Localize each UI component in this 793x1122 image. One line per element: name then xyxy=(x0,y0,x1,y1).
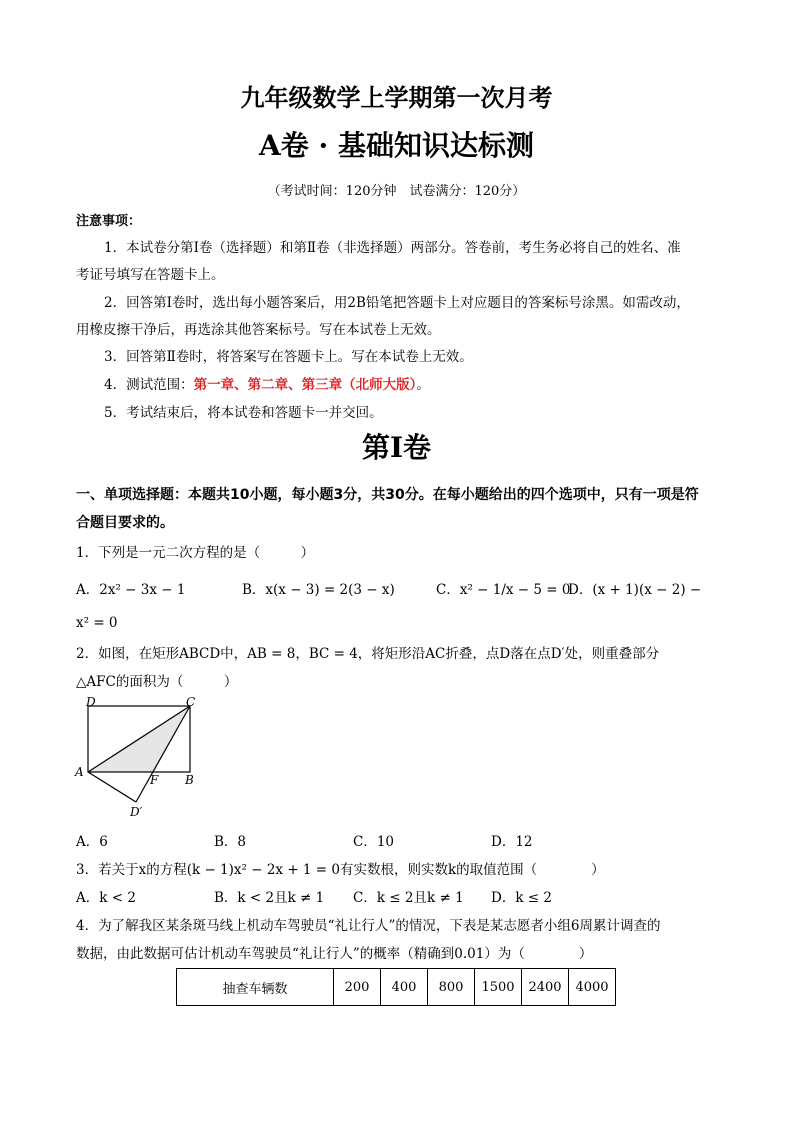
q1-option-b: B．x(x − 3) = 2(3 − x) xyxy=(242,582,395,598)
q2-option-c: C．10 xyxy=(353,834,395,850)
table-cell: 2400 xyxy=(522,969,569,1006)
q4-stem-b: 数据，由此数据可估计机动车驾驶员“礼让行人”的概率（精确到0.01）为（ ） xyxy=(76,946,593,962)
q2-option-b: B．8 xyxy=(214,834,247,850)
label-a: A xyxy=(75,765,84,779)
label-d: D xyxy=(86,696,96,709)
exam-title: 九年级数学上学期第一次月考 xyxy=(240,83,553,112)
table-cell: 4000 xyxy=(569,969,616,1006)
note-item-2a: 2．回答第Ⅰ卷时，选出每小题答案后，用2B铅笔把答题卡上对应题目的答案标号涂黑。如需改动， xyxy=(104,295,690,311)
note-item-1a: 1．本试卷分第Ⅰ卷（选择题）和第Ⅱ卷（非选择题）两部分。答卷前，考生务必将自己的姓名、准 xyxy=(104,240,681,256)
table-row xyxy=(177,969,616,1006)
q2-stem-b: △AFC的面积为（ ） xyxy=(76,674,238,690)
notes-heading: 注意事项： xyxy=(76,214,142,229)
q3-option-a: A．k < 2 xyxy=(76,890,136,906)
q1-option-c: C．x² − 1/x − 5 = 0 xyxy=(436,582,571,598)
q4-data-table xyxy=(176,968,616,1006)
note-item-4-scope: 第一章、第二章、第三章（北师大版） xyxy=(193,377,417,393)
q1-stem: 1．下列是一元二次方程的是（ ） xyxy=(76,545,315,561)
q2-option-d: D．12 xyxy=(491,834,533,850)
note-item-2b: 用橡皮擦干净后，再选涂其他答案标号。写在本试卷上无效。 xyxy=(76,322,441,338)
part1-heading-b: 合题目要求的。 xyxy=(76,515,174,531)
q1-option-d-cont: x² = 0 xyxy=(76,615,118,631)
q3-stem: 3．若关于x的方程(k − 1)x² − 2x + 1 = 0有实数根，则实数k的取值范围（ ） xyxy=(76,862,605,878)
note-item-4-suffix: 。 xyxy=(416,377,430,393)
q3-option-b: B．k < 2且k ≠ 1 xyxy=(214,890,325,906)
q2-stem-a: 2．如图，在矩形ABCD中，AB = 8，BC = 4，将矩形沿AC折叠，点D落在点D′处，则重叠部分 xyxy=(76,646,660,662)
note-item-4-prefix: 4．测试范围： xyxy=(104,377,194,393)
q2-option-a: A．6 xyxy=(76,834,108,850)
note-item-1b: 考证号填写在答题卡上。 xyxy=(76,267,225,283)
q3-option-c: C．k ≤ 2且k ≠ 1 xyxy=(353,890,464,906)
table-cell: 200 xyxy=(334,969,381,1006)
exam-subtitle: A卷 · 基础知识达标测 xyxy=(259,129,534,162)
table-cell: 1500 xyxy=(475,969,522,1006)
section-title: 第Ⅰ卷 xyxy=(361,431,432,464)
segment-ad2 xyxy=(88,772,136,802)
label-d-prime: D′ xyxy=(130,805,143,819)
label-f: F xyxy=(150,773,159,787)
note-item-3: 3．回答第Ⅱ卷时，将答案写在答题卡上。写在本试卷上无效。 xyxy=(104,349,473,365)
table-cell: 400 xyxy=(381,969,428,1006)
q1-option-d: D．(x + 1)(x − 2) − xyxy=(568,582,702,598)
q3-option-d: D．k ≤ 2 xyxy=(491,890,552,906)
note-item-5: 5．考试结束后，将本试卷和答题卡一并交回。 xyxy=(104,405,383,421)
note-item-4 xyxy=(104,373,430,393)
part1-heading-a: 一、单项选择题：本题共10小题，每小题3分，共30分。在每小题给出的四个选项中，只有一项是符 xyxy=(76,487,699,503)
rectangle-fold-figure xyxy=(72,696,212,822)
label-b: B xyxy=(185,773,194,787)
label-c: C xyxy=(186,696,196,709)
exam-info: （考试时间：120分钟 试卷满分：120分） xyxy=(267,184,526,199)
table-cell: 800 xyxy=(428,969,475,1006)
q4-stem-a: 4．为了解我区某条斑马线上机动车驾驶员“礼让行人”的情况，下表是某志愿者小组6周累计调查的 xyxy=(76,918,661,934)
table-header-cell: 抽查车辆数 xyxy=(177,969,334,1006)
q1-option-a: A．2x² − 3x − 1 xyxy=(76,582,186,598)
